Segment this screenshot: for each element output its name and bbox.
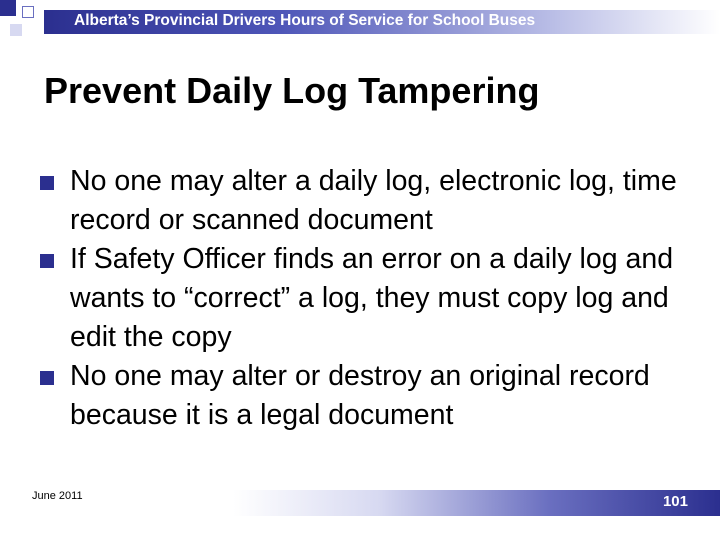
bullet-list [40, 162, 680, 435]
bullet-text: No one may alter a daily log, electronic log, time record or scanned document [70, 165, 677, 236]
bullet-item [40, 240, 680, 357]
footer-band [233, 490, 720, 516]
bullet-item [40, 357, 680, 435]
bullet-item [40, 162, 680, 240]
bullet-square-icon [40, 371, 54, 385]
page-number: 101 [662, 493, 688, 510]
bullet-text: No one may alter or destroy an original record because it is a legal document [70, 360, 650, 431]
header-title: Alberta’s Provincial Drivers Hours of Service for School Buses [74, 12, 536, 29]
bullet-text: If Safety Officer finds an error on a daily log and wants to “correct” a log, they must copy log and edit the copy [70, 243, 674, 353]
decorative-square-light [10, 24, 22, 36]
decorative-square [0, 0, 16, 16]
bullet-square-icon [40, 176, 54, 190]
slide-title: Prevent Daily Log Tampering [44, 70, 540, 111]
footer-date: June 2011 [32, 490, 83, 502]
decorative-square-outline [22, 6, 34, 18]
bullet-square-icon [40, 254, 54, 268]
